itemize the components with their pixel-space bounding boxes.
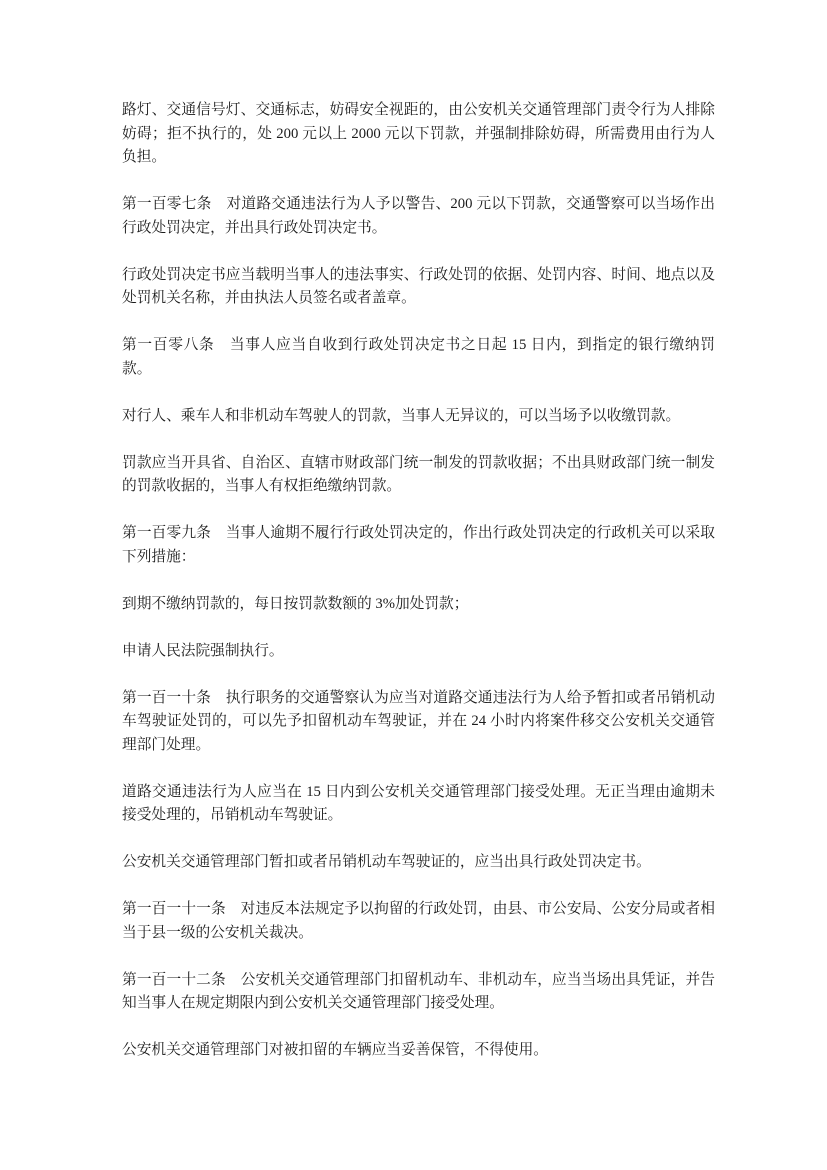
paragraph-article-109: 第一百零九条 当事人逾期不履行行政处罚决定的，作出行政处罚决定的行政机关可以采取下列措施： <box>122 525 715 565</box>
paragraph: 到期不缴纳罚款的，每日按罚款数额的 3%加处罚款； <box>122 595 469 612</box>
paragraph-article-110: 第一百一十条 执行职务的交通警察认为应当对道路交通违法行为人给予暂扣或者吊销机动车驾驶证处罚的，可以先予扣留机动车驾驶证，并在 24 小时内将案件移交公安机关交通管理部门处理。 <box>122 689 715 753</box>
paragraph: 对行人、乘车人和非机动车驾驶人的罚款，当事人无异议的，可以当场予以收缴罚款。 <box>122 407 681 424</box>
paragraph-article-112: 第一百一十二条 公安机关交通管理部门扣留机动车、非机动车，应当当场出具凭证，并告知当事人在规定期限内到公安机关交通管理部门接受处理。 <box>122 971 715 1011</box>
paragraph: 道路交通违法行为人应当在 15 日内到公安机关交通管理部门接受处理。无正当理由逾期未接受处理的，吊销机动车驾驶证。 <box>122 783 715 823</box>
paragraph-article-108: 第一百零八条 当事人应当自收到行政处罚决定书之日起 15 日内，到指定的银行缴纳罚款。 <box>122 337 715 377</box>
paragraph: 罚款应当开具省、自治区、直辖市财政部门统一制发的罚款收据；不出具财政部门统一制发的罚款收据的，当事人有权拒绝缴纳罚款。 <box>122 454 715 494</box>
paragraph: 行政处罚决定书应当载明当事人的违法事实、行政处罚的依据、处罚内容、时间、地点以及处罚机关名称，并由执法人员签名或者盖章。 <box>122 266 715 306</box>
paragraph: 公安机关交通管理部门暂扣或者吊销机动车驾驶证的，应当出具行政处罚决定书。 <box>122 854 651 870</box>
paragraph: 申请人民法院强制执行。 <box>122 642 284 659</box>
paragraph: 公安机关交通管理部门对被扣留的车辆应当妥善保管，不得使用。 <box>122 1042 548 1058</box>
paragraph-article-107: 第一百零七条 对道路交通违法行为人予以警告、200 元以下罚款，交通警察可以当场作出行政处罚决定，并出具行政处罚决定书。 <box>122 196 715 236</box>
paragraph-article-111: 第一百一十一条 对违反本法规定予以拘留的行政处罚，由县、市公安局、公安分局或者相当于县一级的公安机关裁决。 <box>122 901 715 941</box>
paragraph: 路灯、交通信号灯、交通标志，妨碍安全视距的，由公安机关交通管理部门责令行为人排除妨碍；拒不执行的，处 200 元以上 2000 元以下罚款，并强制排除妨碍，所需费用由行为人负担。 <box>122 102 715 165</box>
